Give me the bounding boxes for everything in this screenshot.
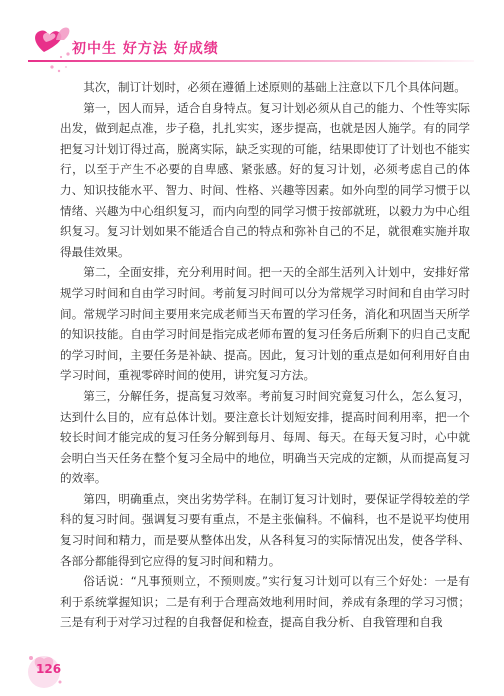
paragraph-summary: 俗话说：“凡事预则立，不预则废。”实行复习计划可以有三个好处：一是有利于系统掌握知识；二是有利于合理高效地利用时间，养成有条理的学习习惯；三是有利于对学习过程的自我督促和检查，提高自我分析、自我管理和自我 — [60, 574, 470, 630]
body-text — [60, 77, 470, 633]
header-divider — [28, 60, 474, 62]
paragraph-point-2: 第二，全面安排，充分利用时间。把一天的全部生活列入计划中，安排好常规学习时间和自由学习时间。考前复习时间可以分为常规学习时间和自由学习时间。常规学习时间主要用来完成老师当天布置的学习任务，消化和巩固当天所学的知识技能。自由学习时间是指完成老师布置的复习任务后所剩下的归自己支配的学习时间，主要任务是补缺、提高。因此，复习计划的重点是如何利用好自由学习时间，重视零碎时间的使用，讲究复习方法。 — [60, 265, 470, 383]
page-header — [0, 0, 504, 80]
paragraph-point-4: 第四，明确重点，突出劣势学科。在制订复习计划时，要保证学得较差的学科的复习时间。强调复习要有重点，不是主张偏科。不偏科，也不是说平均使用复习时间和精力，而是要从整体出发，从各科复习的实际情况出发，使各学科、各部分都能得到它应得的复习时间和精力。 — [60, 491, 470, 568]
page-footer — [0, 640, 504, 696]
decorative-dots-icon — [48, 62, 78, 76]
series-title: 初中生 好方法 好成绩 — [72, 41, 219, 57]
pink-hearts-logo-icon — [30, 22, 74, 62]
page-number: 126 — [36, 662, 62, 676]
paragraph-point-1: 第一，因人而异，适合自身特点。复习计划必须从自己的能力、个性等实际出发，做到起点准，步子稳，扎扎实实，逐步提高，也就是因人施学。有的同学把复习计划订得过高，脱离实际，缺乏实现的可能，结果即使订了计划也不能实行，以至于产生不必要的自卑感、紧张感。好的复习计划，必须考虑自己的体力、知识技能水平、智力、时间、性格、兴趣等因素。如外向型的同学习惯于以情绪、兴趣为中心组织复习，而内向型的同学习惯于按部就班，以毅力为中心组织复习。复习计划如果不能适合自己的特点和弥补自己的不足，就很难实施并取得最佳效果。 — [60, 100, 470, 259]
paragraph-point-3: 第三，分解任务，提高复习效率。考前复习时间究竟复习什么，怎么复习，达到什么目的，应有总体计划。要注意长计划短安排，提高时间利用率，把一个较长时间才能完成的复习任务分解到每月、每周、每天。在每天复习时，心中就会明白当天任务在整个复习全局中的地位，明确当天完成的定额，从而提高复习的效率。 — [60, 388, 470, 486]
paragraph-intro: 其次，制订计划时，必须在遵循上述原则的基础上注意以下几个具体问题。 — [83, 80, 466, 94]
